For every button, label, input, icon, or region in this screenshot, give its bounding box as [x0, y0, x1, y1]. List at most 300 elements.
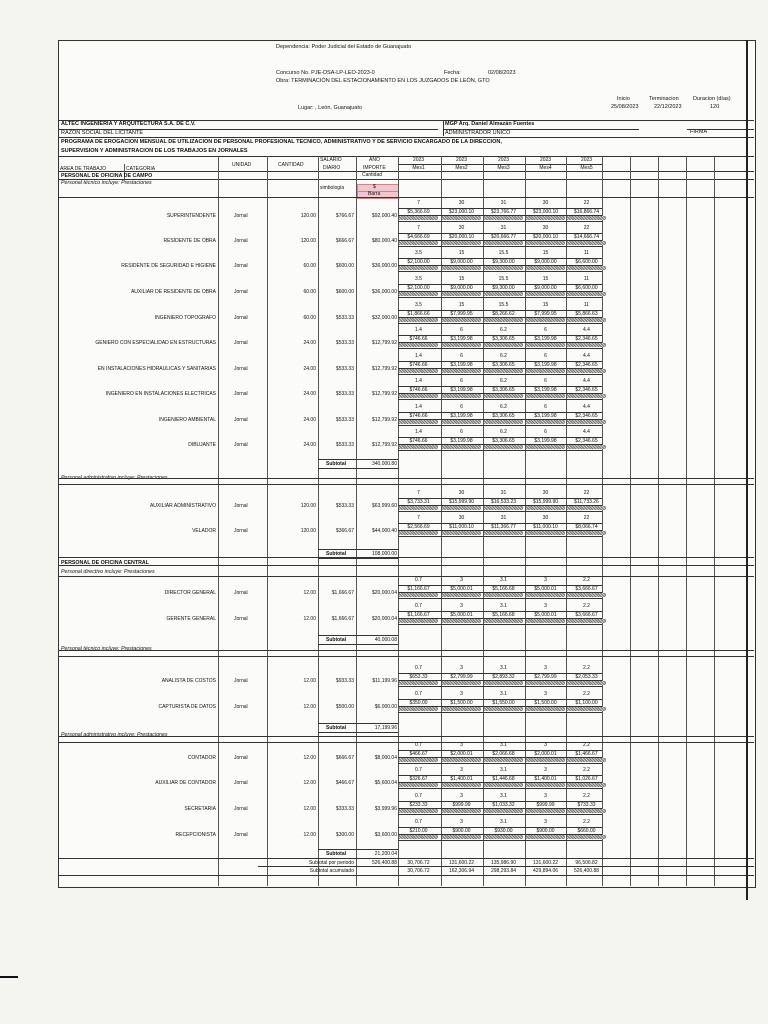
subtotal-rule — [318, 549, 398, 550]
row-rule — [398, 335, 602, 336]
month-amount: $653.33 — [409, 674, 428, 680]
month-amount: $2,053.33 — [575, 674, 598, 680]
row-unit: Jornal — [234, 340, 248, 346]
row-category: AUXILIAR ADMINISTRATIVO — [149, 503, 216, 509]
row-unit: Jornal — [234, 616, 248, 622]
month-bar — [399, 809, 438, 813]
subtotal-label: Subtotal — [326, 851, 346, 857]
cumulative-total: 30,706.72 — [407, 868, 430, 874]
month-bar — [567, 681, 606, 685]
month-amount: $3,199.98 — [450, 336, 473, 342]
month-quantity: 4.4 — [583, 429, 590, 435]
header-categoria: CATEGORIA — [126, 166, 156, 172]
month-amount: $350.00 — [409, 700, 428, 706]
month-bar — [526, 835, 565, 839]
row-unit: Jornal — [234, 289, 248, 295]
row-quantity: 12.00 — [303, 678, 316, 684]
month-quantity: 3 — [460, 819, 463, 825]
row-daily-wage: $1,666.67 — [331, 590, 354, 596]
month-amount: $2,799.99 — [534, 674, 557, 680]
row-rule — [398, 530, 602, 531]
month-bar — [526, 369, 565, 373]
month-bar — [442, 506, 481, 510]
row-rule — [398, 258, 602, 259]
program-title-line1: PROGRAMA DE EROGACION MENSUAL DE UTILIZACION DE PERSONAL PROFESIONAL TECNICO, ADMINISTRATIVO Y DE SERVICIO ENCARGADO DE LA DIRECCION, — [61, 139, 502, 145]
month-amount: $660.00 — [577, 828, 596, 834]
month-amount: $2,346.65 — [575, 413, 598, 419]
month-amount: $1,866.66 — [407, 311, 430, 317]
month-amount: $3,306.65 — [492, 413, 515, 419]
row-category: CAPTURISTA DE DATOS — [158, 704, 216, 710]
month-quantity: 6 — [460, 429, 463, 435]
period-total: 30,706.72 — [407, 860, 430, 866]
month-amount: $1,500.00 — [450, 700, 473, 706]
row-rule — [398, 368, 602, 369]
month-quantity: 1.4 — [415, 429, 422, 435]
month-amount: $3,666.67 — [575, 586, 598, 592]
month-quantity: 3 — [544, 691, 547, 697]
row-quantity: 60.00 — [303, 315, 316, 321]
rule — [687, 129, 754, 130]
month-amount: $15,999.90 — [448, 499, 475, 505]
fecha-value: 02/08/2023 — [488, 70, 516, 76]
month-bar — [399, 394, 438, 398]
row-rule — [398, 834, 602, 835]
month-amount: $4,666.69 — [407, 234, 430, 240]
month-amount: $23,000.10 — [448, 209, 475, 215]
row-rule — [398, 240, 602, 241]
month-bar — [399, 783, 438, 787]
month-quantity: 6 — [544, 404, 547, 410]
month-amount: $1,550.00 — [492, 700, 515, 706]
row-unit: Jornal — [234, 213, 248, 219]
month-bar — [399, 506, 438, 510]
row-quantity: 120.00 — [300, 238, 316, 244]
month-quantity: 6.2 — [500, 429, 507, 435]
month-bar — [399, 835, 438, 839]
row-daily-wage: $533.33 — [335, 391, 354, 397]
month-bar — [399, 593, 438, 597]
month-quantity: 3 — [460, 793, 463, 799]
representative-role: ADMINISTRADOR UNICO — [445, 130, 511, 136]
row-quantity: 24.00 — [303, 366, 316, 372]
row-quantity: 24.00 — [303, 417, 316, 423]
rule — [58, 129, 438, 130]
month-quantity: 30 — [458, 515, 465, 521]
row-daily-wage: $533.33 — [335, 503, 354, 509]
header-month: Mes4 — [539, 165, 552, 171]
month-quantity: 0.7 — [415, 577, 422, 583]
row-rule — [398, 624, 602, 625]
row-rule — [398, 374, 602, 375]
month-quantity: 3 — [460, 665, 463, 671]
month-bar — [526, 506, 565, 510]
month-amount: $11,000.10 — [533, 524, 558, 530]
row-category: CONTADOR — [187, 755, 216, 761]
obra-text: Obra: TERMINACIÓN DEL ESTACIONAMIENTO EN LOS JUZGADOS DE LEÓN, GTO — [276, 78, 490, 84]
month-bar — [567, 531, 606, 535]
month-amount: $1,446.68 — [492, 776, 515, 782]
month-bar — [442, 420, 481, 424]
month-amount: $900.00 — [452, 828, 471, 834]
month-quantity: 30 — [542, 515, 549, 521]
header-area: AREA DE TRABAJO — [60, 166, 107, 172]
month-amount: $1,500.00 — [534, 700, 557, 706]
row-rule — [398, 399, 602, 400]
month-amount: $3,199.98 — [534, 438, 557, 444]
row-rule — [398, 393, 602, 394]
row-unit: Jornal — [234, 704, 248, 710]
row-category: RESIDENTE DE SEGURIDAD E HIGIENE — [121, 263, 216, 269]
row-daily-wage: $500.00 — [335, 704, 354, 710]
month-quantity: 6 — [460, 404, 463, 410]
month-bar — [484, 758, 523, 762]
month-bar — [484, 266, 523, 270]
month-quantity: 4.4 — [583, 327, 590, 333]
month-quantity: 3 — [544, 603, 547, 609]
month-amount: $466.67 — [409, 751, 428, 757]
month-quantity: 15 — [458, 250, 465, 256]
month-bar — [526, 241, 565, 245]
month-quantity: 30 — [542, 200, 549, 206]
month-bar — [399, 343, 438, 347]
row-category: AUXILIAR DE RESIDENTE DE OBRA — [130, 289, 216, 295]
month-amount: $1,166.67 — [407, 586, 430, 592]
month-quantity: 3.5 — [415, 250, 422, 256]
month-bar — [484, 420, 523, 424]
section-rule — [58, 650, 754, 651]
column-rule — [218, 156, 219, 886]
month-amount: $3,199.98 — [450, 387, 473, 393]
row-daily-wage: $666.67 — [335, 755, 354, 761]
month-quantity: 15 — [458, 302, 465, 308]
month-bar — [442, 216, 481, 220]
month-quantity: 31 — [500, 515, 507, 521]
month-amount: $233.33 — [409, 802, 428, 808]
row-rule — [398, 712, 602, 713]
row-category: ANALISTA DE COSTOS — [161, 678, 216, 684]
row-rule — [398, 511, 602, 512]
row-daily-wage: $766.67 — [335, 213, 354, 219]
subtotal-label: Subtotal — [326, 725, 346, 731]
month-amount: $1,033.32 — [492, 802, 515, 808]
row-amount: $44,000.40 — [371, 528, 397, 534]
row-unit: Jornal — [234, 263, 248, 269]
header-importe: IMPORTE — [363, 165, 386, 171]
dependencia-text: Dependencia: Poder Judicial del Estado de Guanajuato — [276, 44, 412, 50]
period-total: 135,986.90 — [490, 860, 517, 866]
row-rule — [398, 215, 602, 216]
row-rule — [398, 763, 602, 764]
rule — [443, 120, 444, 136]
row-quantity: 12.00 — [303, 780, 316, 786]
month-amount: $9,000.00 — [534, 285, 557, 291]
month-bar — [442, 369, 481, 373]
month-amount: $3,199.98 — [450, 413, 473, 419]
subtotal-rule — [318, 644, 398, 645]
month-amount: $9,000.00 — [450, 259, 473, 265]
month-bar — [399, 707, 438, 711]
header-month: Mes1 — [412, 165, 425, 171]
month-bar — [567, 216, 606, 220]
month-amount: $16,533.23 — [490, 499, 517, 505]
section-heading: PERSONAL DE OFICINA DE CAMPO — [61, 173, 153, 179]
month-bar — [567, 394, 606, 398]
duracion-label: Duracion (días) — [693, 96, 731, 102]
row-quantity: 120.00 — [300, 503, 316, 509]
row-amount: $32,000.00 — [371, 315, 397, 321]
row-unit: Jornal — [234, 755, 248, 761]
row-daily-wage: $533.33 — [335, 442, 354, 448]
month-amount: $999.99 — [536, 802, 555, 808]
row-rule — [398, 750, 602, 751]
month-amount: $2,066.68 — [492, 751, 515, 757]
row-amount: $12,799.92 — [371, 417, 397, 423]
subtotal-value: 108,000.00 — [371, 551, 397, 557]
month-bar — [442, 343, 481, 347]
row-daily-wage: $1,666.67 — [331, 616, 354, 622]
header-diario: DIARIO — [323, 165, 341, 171]
section-rule — [58, 484, 754, 485]
row-daily-wage: $300.00 — [335, 832, 354, 838]
row-category: DIBUJANTE — [188, 442, 216, 448]
month-amount: $3,199.98 — [534, 387, 557, 393]
month-quantity: 3.1 — [500, 577, 507, 583]
subtotal-rule — [318, 849, 398, 850]
month-amount: $23,766.77 — [490, 209, 517, 215]
month-bar — [567, 593, 606, 597]
month-amount: $326.67 — [409, 776, 428, 782]
month-quantity: 3.1 — [500, 742, 507, 748]
row-amount: $20,000.04 — [371, 616, 397, 622]
month-bar — [442, 809, 481, 813]
month-amount: $5,000.01 — [534, 612, 557, 618]
subtotal-rule — [318, 468, 398, 469]
month-bar — [484, 445, 523, 449]
month-quantity: 0.7 — [415, 819, 422, 825]
month-amount: $746.66 — [409, 362, 428, 368]
month-amount: $3,199.98 — [534, 413, 557, 419]
month-bar — [399, 241, 438, 245]
scan-mark — [0, 976, 18, 978]
month-bar — [526, 809, 565, 813]
month-bar — [484, 783, 523, 787]
row-category: AUXILIAR DE CONTADOR — [155, 780, 216, 786]
month-bar — [567, 809, 606, 813]
header-cantidad: CANTIDAD — [278, 162, 304, 168]
month-amount: $999.99 — [452, 802, 471, 808]
month-bar — [442, 318, 481, 322]
row-amount: $80,000.40 — [371, 238, 397, 244]
month-quantity: 11 — [583, 276, 590, 282]
row-rule — [398, 323, 602, 324]
section-rule — [58, 565, 754, 566]
month-quantity: 11 — [583, 302, 590, 308]
rule — [58, 875, 754, 876]
header-year: 2023 — [539, 157, 552, 163]
month-amount: $9,000.00 — [450, 285, 473, 291]
month-bar — [484, 292, 523, 296]
concurso-text: Concurso No. PJE-DSA-LP-LEO-2023-0 — [276, 70, 375, 76]
row-rule — [398, 284, 602, 285]
month-amount: $3,199.98 — [534, 336, 557, 342]
row-amount: $5,600.04 — [374, 780, 397, 786]
row-amount: $12,799.92 — [371, 340, 397, 346]
month-bar — [399, 216, 438, 220]
month-quantity: 7 — [417, 515, 420, 521]
month-amount: $15,999.90 — [532, 499, 559, 505]
period-total: 131,600.22 — [448, 860, 475, 866]
month-bar — [567, 445, 606, 449]
terminacion-value: 22/12/2023 — [654, 104, 682, 110]
month-amount: $11,000.10 — [449, 524, 474, 530]
month-quantity: 3.1 — [500, 819, 507, 825]
month-quantity: 4.4 — [583, 353, 590, 359]
month-bar — [484, 835, 523, 839]
row-rule — [398, 523, 602, 524]
row-rule — [398, 265, 602, 266]
row-rule — [398, 297, 602, 298]
row-unit: Jornal — [234, 590, 248, 596]
cumulative-total: 162,306.94 — [448, 868, 475, 874]
month-amount: $8,066.74 — [575, 524, 598, 530]
month-bar — [567, 783, 606, 787]
month-quantity: 30 — [542, 225, 549, 231]
month-bar — [567, 506, 606, 510]
row-unit: Jornal — [234, 832, 248, 838]
row-rule — [398, 536, 602, 537]
row-amount: $6,000.00 — [374, 704, 397, 710]
header-salario: SALARIO — [320, 157, 342, 163]
month-amount: $930.00 — [494, 828, 513, 834]
row-category: EN INSTALACIONES HIDRAULICAS Y SANITARIAS — [97, 366, 216, 372]
month-amount: $3,666.67 — [575, 612, 598, 618]
month-quantity: 30 — [458, 225, 465, 231]
month-quantity: 3.1 — [500, 665, 507, 671]
month-bar — [567, 343, 606, 347]
month-amount: $2,100.00 — [407, 285, 430, 291]
month-bar — [567, 241, 606, 245]
section-heading: PERSONAL DE OFICINA CENTRAL — [61, 560, 149, 566]
section-rule — [58, 557, 754, 558]
month-quantity: 4.4 — [583, 378, 590, 384]
row-rule — [398, 801, 602, 802]
row-rule — [398, 221, 602, 222]
month-quantity: 3 — [460, 767, 463, 773]
row-rule — [398, 814, 602, 815]
month-quantity: 6 — [544, 429, 547, 435]
month-quantity: 7 — [417, 490, 420, 496]
month-bar — [526, 531, 565, 535]
row-unit: Jornal — [234, 315, 248, 321]
month-amount: $746.66 — [409, 336, 428, 342]
month-bar — [567, 835, 606, 839]
rule — [258, 866, 754, 867]
month-quantity: 3 — [544, 819, 547, 825]
subtotal-label: Subtotal — [326, 637, 346, 643]
month-quantity: 30 — [458, 200, 465, 206]
month-bar — [526, 681, 565, 685]
section-heading: Personal administrativo incluye: Prestaciones — [61, 475, 168, 481]
rule — [58, 137, 754, 138]
month-quantity: 0.7 — [415, 691, 422, 697]
month-quantity: 6.2 — [500, 353, 507, 359]
month-quantity: 3 — [544, 742, 547, 748]
month-amount: $733.33 — [577, 802, 596, 808]
cumulative-total: 526,400.88 — [573, 868, 600, 874]
row-amount: $12,799.92 — [371, 391, 397, 397]
row-rule — [398, 342, 602, 343]
row-amount: $92,000.40 — [371, 213, 397, 219]
month-quantity: 6 — [544, 378, 547, 384]
month-amount: $1,166.67 — [407, 612, 430, 618]
month-quantity: 3 — [544, 577, 547, 583]
month-bar — [399, 531, 438, 535]
month-bar — [567, 292, 606, 296]
month-amount: $5,000.01 — [534, 586, 557, 592]
month-bar — [484, 681, 523, 685]
month-amount: $1,026.67 — [575, 776, 598, 782]
month-amount: $7,999.95 — [450, 311, 473, 317]
month-bar — [526, 420, 565, 424]
month-amount: $5,366.69 — [407, 209, 430, 215]
row-rule — [398, 361, 602, 362]
month-bar — [442, 619, 481, 623]
row-rule — [398, 310, 602, 311]
subtotal-rule — [318, 459, 398, 460]
terminacion-label: Terminacion — [649, 96, 679, 102]
section-heading: Personal técnico incluye: Prestaciones — [61, 180, 152, 186]
month-bar — [526, 707, 565, 711]
month-quantity: 15 — [542, 276, 549, 282]
month-quantity: 3.5 — [415, 276, 422, 282]
row-quantity: 24.00 — [303, 391, 316, 397]
month-amount: $8,266.62 — [492, 311, 515, 317]
month-bar — [442, 593, 481, 597]
month-quantity: 0.7 — [415, 665, 422, 671]
month-quantity: 0.7 — [415, 742, 422, 748]
row-amount: $12,799.92 — [371, 366, 397, 372]
month-amount: $2,000.01 — [450, 751, 473, 757]
row-rule — [398, 598, 602, 599]
month-amount: $6,600.00 — [575, 259, 598, 265]
row-rule — [398, 585, 602, 586]
column-rule — [267, 156, 268, 886]
month-quantity: 3 — [460, 742, 463, 748]
row-rule — [398, 291, 602, 292]
lugar-text: Lugar: , León, Guanajuato — [298, 105, 362, 111]
grand-total: 526,400.88 — [371, 860, 397, 866]
month-quantity: 11 — [583, 250, 590, 256]
month-amount: $746.66 — [409, 387, 428, 393]
month-amount: $5,166.68 — [492, 586, 515, 592]
duracion-value: 120 — [710, 104, 720, 110]
subtotal-label: Subtotal — [326, 461, 346, 467]
month-amount: $3,306.65 — [492, 336, 515, 342]
row-quantity: 120.00 — [300, 528, 316, 534]
month-quantity: 3 — [544, 793, 547, 799]
month-bar — [399, 758, 438, 762]
month-bar — [526, 318, 565, 322]
month-bar — [567, 266, 606, 270]
month-quantity: 15.5 — [498, 250, 509, 256]
month-bar — [484, 707, 523, 711]
month-quantity: 2.2 — [583, 603, 590, 609]
row-daily-wage: $333.33 — [335, 806, 354, 812]
month-bar — [567, 758, 606, 762]
month-quantity: 30 — [542, 490, 549, 496]
representative-name: MGP Arq. Daniel Almazán Fuentes — [445, 121, 535, 127]
